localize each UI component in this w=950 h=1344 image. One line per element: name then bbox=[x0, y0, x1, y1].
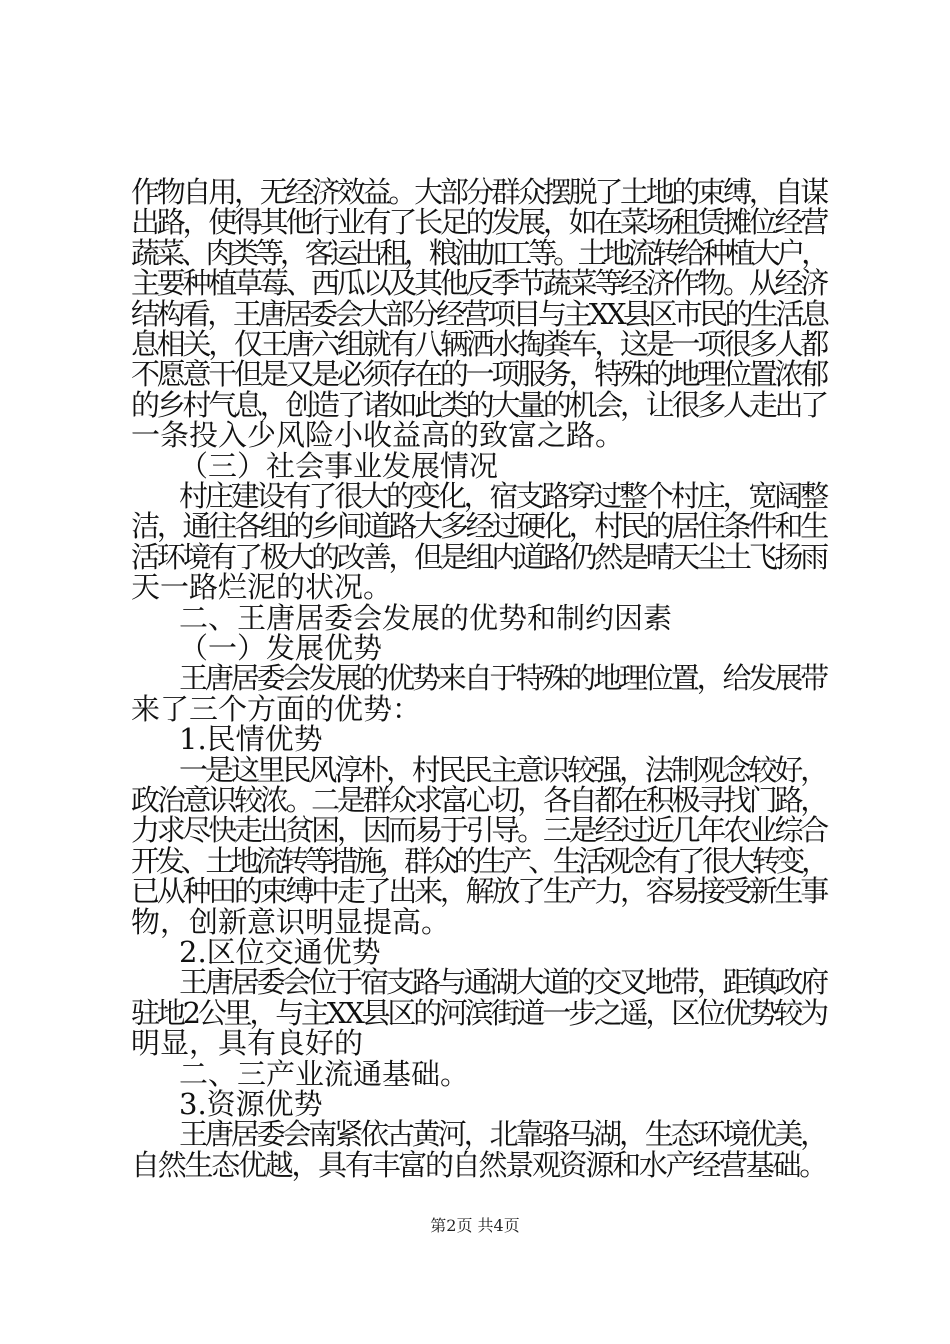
body-text-line: 村庄建设有了很大的变化，宿支路穿过整个村庄，宽阔整 bbox=[179, 479, 827, 513]
body-text-line: 息相关，仅王唐六组就有八辆洒水掏粪车，这是一项很多人都 bbox=[131, 327, 826, 361]
body-text-line: 驻地2公里，与主XX县区的河滨街道一步之遥，区位优势较为 bbox=[131, 995, 826, 1030]
section-heading: （一）发展优势 bbox=[179, 631, 383, 665]
body-text-line: 开发、土地流转等措施，群众的生产、生活观念有了很大转变， bbox=[131, 843, 826, 878]
body-text-line: 二、三产业流通基础。 bbox=[179, 1056, 470, 1091]
page-footer: 第2页 共4页 bbox=[430, 1216, 520, 1235]
body-text-line: 明显，具有良好的 bbox=[131, 1026, 364, 1061]
body-text-line: 王唐居委会发展的优势来自于特殊的地理位置，给发展带 bbox=[179, 661, 827, 696]
body-text-line: 作物自用，无经济效益。大部分群众摆脱了土地的束缚，自谋 bbox=[131, 175, 826, 209]
section-heading: （三）社会事业发展情况 bbox=[179, 448, 499, 483]
body-text-line: 活环境有了极大的改善，但是组内道路仍然是晴天尘土飞扬雨 bbox=[131, 539, 826, 574]
body-text-line: 出路，使得其他行业有了长足的发展，如在菜场租赁摊位经营 bbox=[131, 205, 826, 240]
body-text-line: 一是这里民风淳朴，村民民主意识较强，法制观念较好， bbox=[179, 752, 827, 787]
body-text-line: 王唐居委会位于宿支路与通湖大道的交叉地带，距镇政府 bbox=[179, 965, 827, 1000]
body-text-line: 蔬菜、肉类等，客运出租，粮油加工等。土地流转给种植大户， bbox=[131, 235, 826, 270]
body-text-line: 的乡村气息，创造了诸如此类的大量的机会，让很多人走出了 bbox=[131, 387, 826, 422]
subsection-heading: 2.区位交通优势 bbox=[179, 935, 381, 969]
body-text-line: 王唐居委会南紧依古黄河，北靠骆马湖，生态环境优美， bbox=[179, 1117, 827, 1152]
body-text-line: 洁，通往各组的乡间道路大多经过硬化，村民的居住条件和生 bbox=[131, 509, 826, 544]
body-text-line: 结构看，王唐居委会大部分经营项目与主XX县区市民的生活息 bbox=[131, 296, 827, 331]
body-text-line: 政治意识较浓。二是群众求富心切，各自都在积极寻找门路， bbox=[131, 783, 826, 817]
body-text-line: 主要种植草莓、西瓜以及其他反季节蔬菜等经济作物。从经济 bbox=[131, 266, 826, 301]
subsection-heading: 1.民情优势 bbox=[179, 722, 323, 757]
subsection-heading: 3.资源优势 bbox=[179, 1087, 323, 1121]
body-text-line: 自然生态优越，具有丰富的自然景观资源和水产经营基础。 bbox=[131, 1147, 826, 1182]
body-text-line: 天一路烂泥的状况。 bbox=[131, 570, 393, 605]
body-text-line: 已从种田的束缚中走了出来，解放了生产力，容易接受新生事 bbox=[131, 874, 826, 909]
body-text-line: 不愿意干但是又是必须存在的一项服务，特殊的地理位置浓郁 bbox=[131, 357, 826, 392]
body-text-line: 力求尽快走出贫困，因而易于引导。三是经过近几年农业综合 bbox=[131, 813, 826, 848]
body-text-line: 来了三个方面的优势： bbox=[131, 691, 422, 726]
body-text-line: 物，创新意识明显提高。 bbox=[131, 904, 451, 939]
section-heading: 二、王唐居委会发展的优势和制约因素 bbox=[179, 600, 673, 635]
body-text-line: 一条投入少风险小收益高的致富之路。 bbox=[131, 418, 625, 453]
